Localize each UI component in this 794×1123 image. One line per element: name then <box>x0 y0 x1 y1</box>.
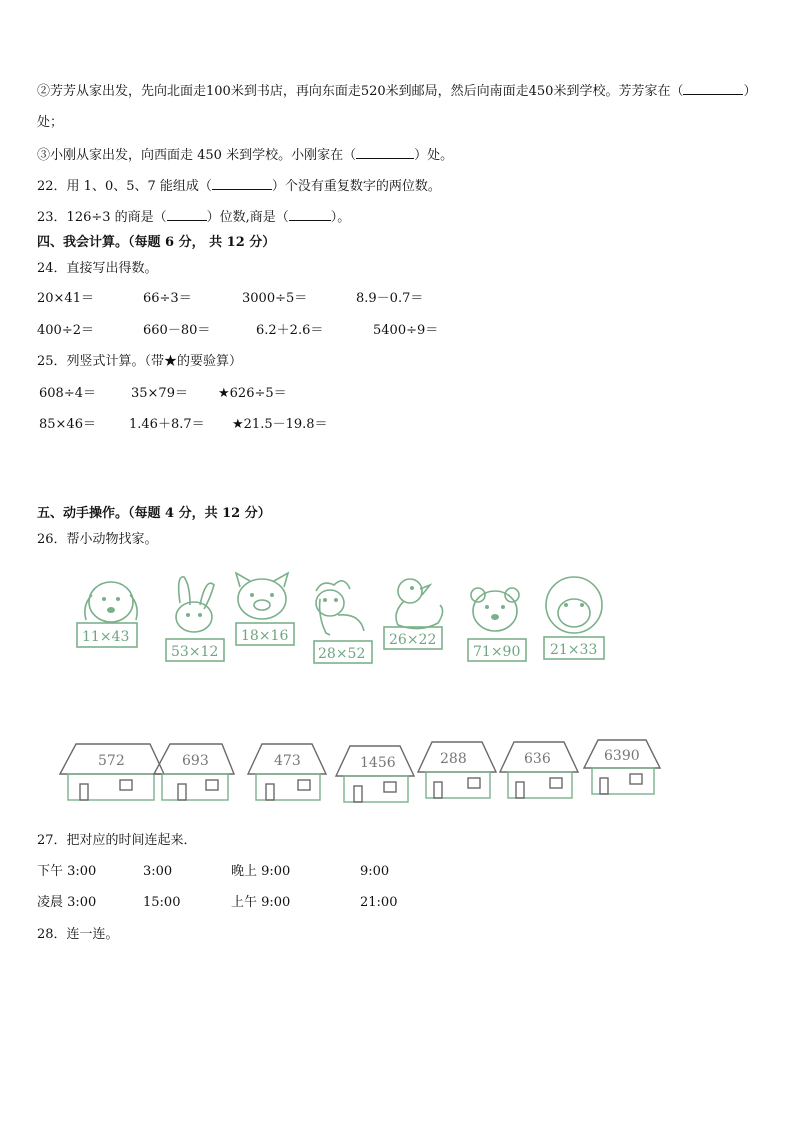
animals-illustration <box>0 565 794 685</box>
houses-illustration <box>0 738 794 808</box>
animal-label-2: 53×12 <box>171 644 219 660</box>
q23-text-a: 23．126÷3 的商是（ <box>37 210 167 225</box>
q21-line-2-cont: 处； <box>37 115 64 130</box>
q24-r1-c1: 20×41＝ <box>37 291 94 306</box>
q23-blank-1[interactable] <box>167 208 207 221</box>
house-label-7: 6390 <box>604 748 640 764</box>
animal-label-7: 21×33 <box>550 642 598 658</box>
q27-r2-c4: 21:00 <box>360 895 398 910</box>
house-icon-3 <box>248 744 326 800</box>
house-label-5: 288 <box>440 751 467 767</box>
q25-r1-c1: 608÷4＝ <box>39 386 96 401</box>
dog-icon <box>77 582 137 647</box>
q28-title: 28．连一连。 <box>37 927 119 942</box>
goat-icon <box>314 581 372 663</box>
q21-blank-2[interactable] <box>356 146 414 159</box>
q21-line-3 <box>37 146 453 165</box>
q27-title: 27．把对应的时间连起来． <box>37 833 197 848</box>
section-5-title: 五、动手操作。（每题 4 分，共 12 分） <box>37 506 271 521</box>
monkey-icon <box>544 577 604 659</box>
house-icon-2 <box>154 744 234 800</box>
bear-icon <box>468 588 526 661</box>
q27-r2-c2: 15:00 <box>143 895 181 910</box>
animal-label-5: 26×22 <box>389 632 437 648</box>
house-label-1: 572 <box>98 753 125 769</box>
q21-line2-text: ②芳芳从家出发，先向北面走100米到书店，再向东面走520米到邮局，然后向南面走450米到学校。芳芳家在（ <box>37 84 684 99</box>
q27-r1-c3: 晚上 9:00 <box>231 864 291 879</box>
rabbit-icon <box>166 577 224 661</box>
q22-text-b: ）个没有重复数字的两位数。 <box>271 179 441 194</box>
q24-r1-c3: 3000÷5＝ <box>242 291 308 306</box>
house-label-4: 1456 <box>360 755 396 771</box>
q27-r1-c4: 9:00 <box>360 864 390 879</box>
q22-line <box>37 177 441 196</box>
house-icon-7 <box>584 740 660 794</box>
q25-r2-c2: 1.46＋8.7＝ <box>129 417 205 432</box>
q21-line3-text: ③小刚从家出发，向西面走 450 米到学校。小刚家在（ <box>37 148 357 163</box>
q25-r2-c3: ★21.5－19.8＝ <box>232 417 328 432</box>
animal-label-1: 11×43 <box>82 629 130 645</box>
q27-r1-c2: 3:00 <box>143 864 173 879</box>
q23-text-b: ）位数,商是（ <box>206 210 289 225</box>
q22-text-a: 22．用 1、0、5、7 能组成（ <box>37 179 212 194</box>
house-label-6: 636 <box>524 751 551 767</box>
q24-r2-c3: 6.2＋2.6＝ <box>256 323 324 338</box>
animal-label-6: 71×90 <box>473 644 521 660</box>
q21-blank-1[interactable] <box>683 82 743 95</box>
house-icon-1 <box>60 744 164 800</box>
q22-blank[interactable] <box>212 177 272 190</box>
q24-r1-c4: 8.9－0.7＝ <box>356 291 424 306</box>
q24-r1-c2: 66÷3＝ <box>143 291 192 306</box>
house-icon-4 <box>336 746 414 802</box>
q21-line-2 <box>37 82 756 101</box>
q27-r2-c3: 上午 9:00 <box>231 895 291 910</box>
q23-text-c: ）。 <box>330 210 351 225</box>
house-icon-5 <box>418 742 496 798</box>
q24-r2-c2: 660－80＝ <box>143 323 211 338</box>
q24-r2-c4: 5400÷9＝ <box>373 323 439 338</box>
q23-blank-2[interactable] <box>289 208 331 221</box>
q25-r1-c3: ★626÷5＝ <box>218 386 287 401</box>
house-label-3: 473 <box>274 753 301 769</box>
q25-r1-c2: 35×79＝ <box>131 386 188 401</box>
q27-r1-c1: 下午 3:00 <box>37 864 97 879</box>
q27-r2-c1: 凌晨 3:00 <box>37 895 97 910</box>
section-4-title: 四、我会计算。（每题 6 分， 共 12 分） <box>37 235 276 250</box>
q23-line <box>37 208 350 227</box>
q25-r2-c1: 85×46＝ <box>39 417 96 432</box>
q21-line2-close: ） <box>743 84 757 99</box>
animal-label-3: 18×16 <box>241 628 289 644</box>
q21-line3-close: ）处。 <box>414 148 454 163</box>
house-label-2: 693 <box>182 753 209 769</box>
q24-r2-c1: 400÷2＝ <box>37 323 94 338</box>
duck-icon <box>384 579 443 649</box>
q24-title: 24．直接写出得数。 <box>37 261 158 276</box>
animal-label-4: 28×52 <box>318 646 366 662</box>
pig-icon <box>236 573 294 645</box>
house-icon-6 <box>500 742 578 798</box>
q26-title: 26．帮小动物找家。 <box>37 532 158 547</box>
q25-title: 25．列竖式计算。（带★的要验算） <box>37 354 243 369</box>
